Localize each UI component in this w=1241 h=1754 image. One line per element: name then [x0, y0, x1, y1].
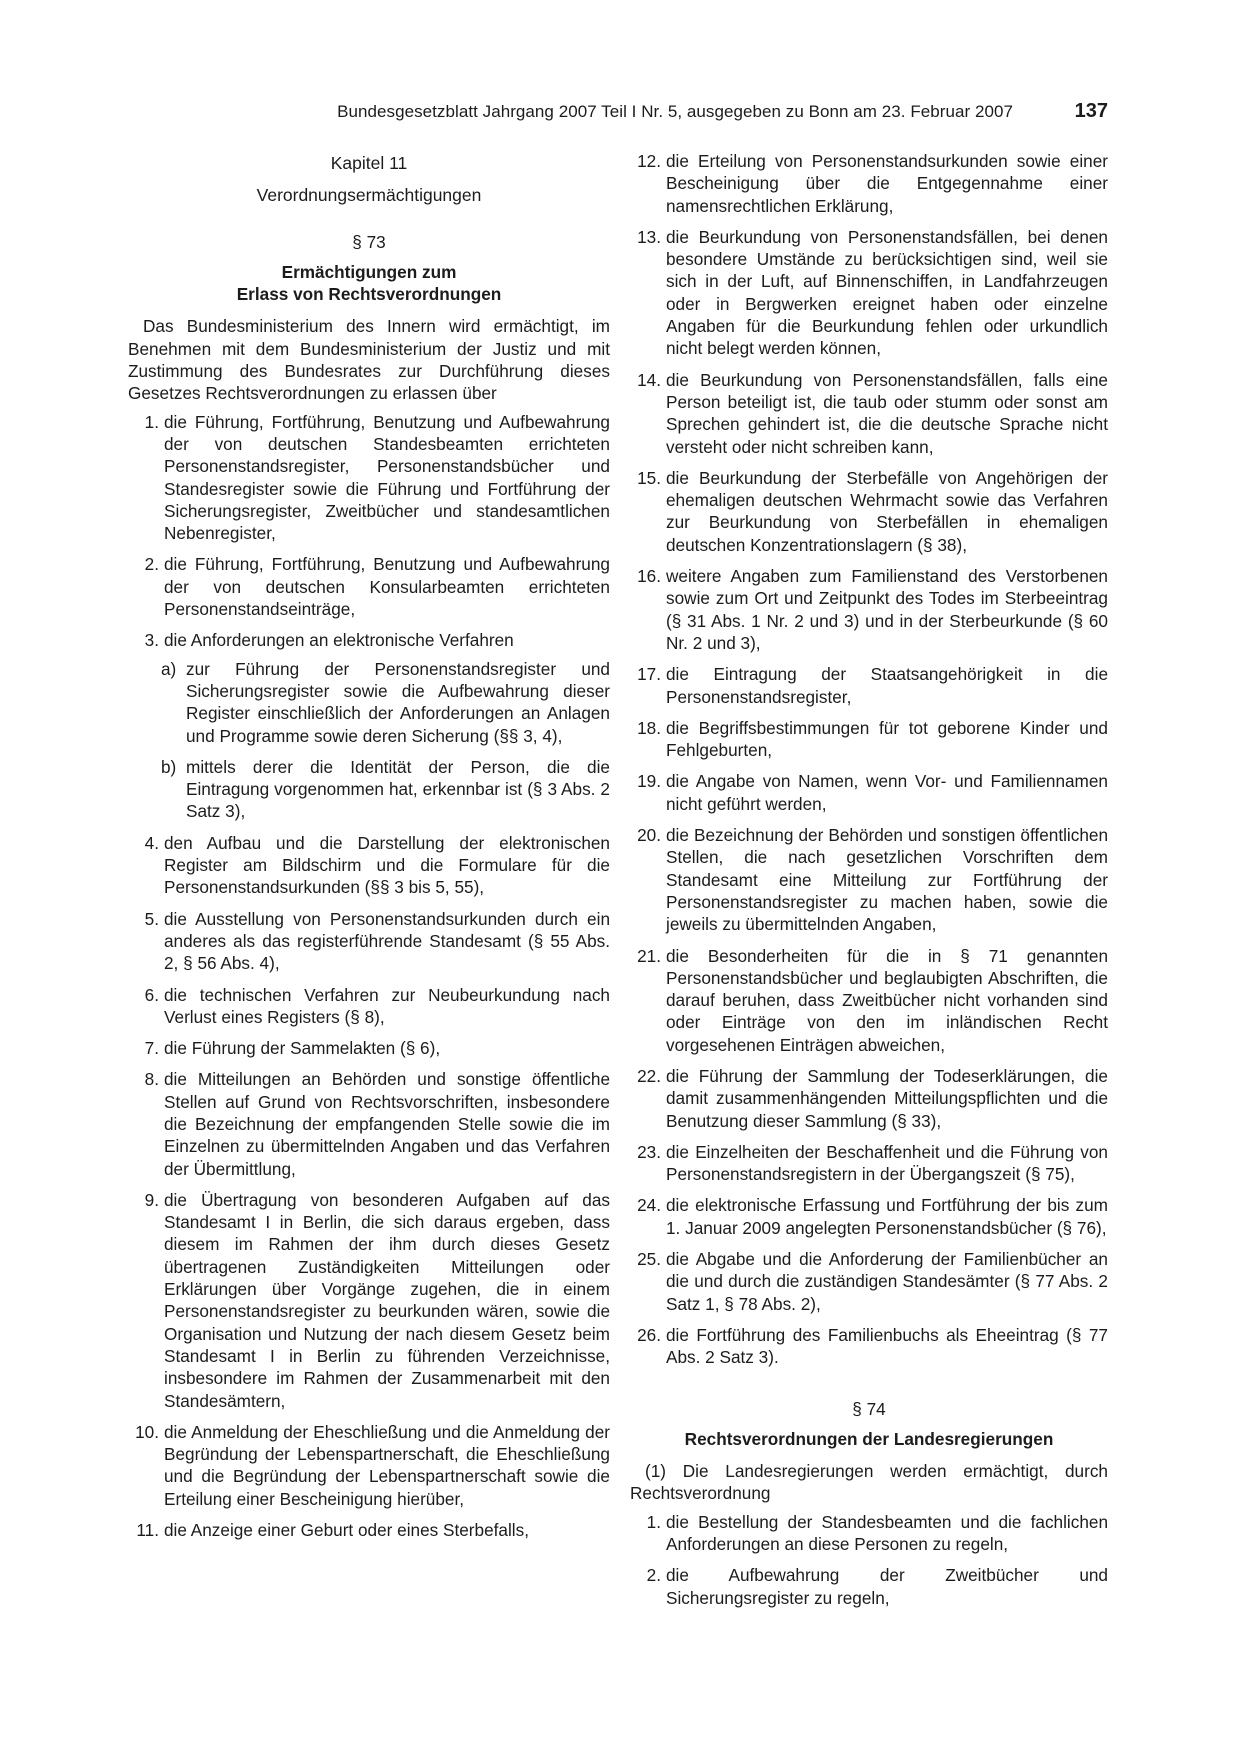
item-text: die Anzeige einer Geburt oder eines Sterbefalls,: [164, 1520, 529, 1541]
item-text: die Anmeldung der Eheschließung und die Anmeldung der Begründung der Lebenspartnerschaft, die Eheschließung und die Begründung der Lebenspartnerschaft sowie die Erteilung einer Bescheinigung hierüber,: [164, 1421, 610, 1509]
list-item: [630, 1564, 1108, 1609]
item-text: die Beurkundung von Personenstandsfällen, bei denen besondere Umstände zu berücksichtigen sind, weil sie sich in der Luft, auf Binnenschiffen, in Landfahrzeugen oder in Bergwerken ereignet haben oder einzelne Angaben für die Beurkundung fehlen oder urkundlich nicht belegt werden können,: [666, 226, 1108, 359]
list-item: [630, 467, 1108, 556]
item-number: 13.: [637, 226, 661, 247]
item-number: 25.: [637, 1249, 661, 1270]
list-item: [630, 770, 1108, 815]
list-item: [630, 1065, 1108, 1132]
item-number: 16.: [637, 566, 661, 587]
item-text: die Übertragung von besonderen Aufgaben auf das Standesamt I in Berlin, die sich daraus ergeben, dass diesem im Rahmen der ihm durch dieses Gesetz übertragenen Zuständigkeiten Mitteilungen oder Erklärungen über Vorgänge zugehen, die in einem Personenstandsregister zu beurkunden wären, sowie die Organisation und Nutzung der nach diesem Gesetz beim Standesamt I in Berlin zu führenden Verzeichnisse, insbesondere im Rahmen der Zusammenarbeit mit den Standesämtern,: [164, 1189, 610, 1411]
list-item: [128, 984, 610, 1029]
section-number: § 74: [852, 1398, 886, 1419]
item-number: 24.: [637, 1195, 661, 1216]
list-item: [630, 150, 1108, 217]
list-item: [128, 1037, 610, 1059]
section-intro: (1) Die Landesregierungen werden ermächtigt, durch Rechtsverordnung: [630, 1461, 1108, 1504]
item-text: die Eintragung der Staatsangehörigkeit in die Personenstandsregister,: [666, 664, 1108, 707]
item-text: die Führung der Sammelakten (§ 6),: [164, 1038, 441, 1059]
item-number: 6.: [144, 984, 159, 1005]
section-number: § 73: [352, 231, 386, 252]
item-text: weitere Angaben zum Familienstand des Verstorbenen sowie zum Ort und Zeitpunkt des Todes im Sterbeeintrag (§ 31 Abs. 1 Nr. 2 und 3) und in der Sterbeurkunde (§ 60 Nr. 2 und 3),: [666, 566, 1108, 653]
section-intro: Das Bundesministerium des Innern wird ermächtigt, im Benehmen mit dem Bundesministerium der Justiz und mit Zustimmung des Bundesrates zur Durchführung dieses Gesetzes Rechtsverordnungen zu erlassen über: [128, 316, 610, 404]
item-text: die Führung der Sammlung der Todeserklärungen, die damit zusammenhängenden Mitteilungspflichten und die Benutzung dieser Sammlung (§ 33),: [666, 1065, 1108, 1131]
item-text: die Führung, Fortführung, Benutzung und Aufbewahrung der von deutschen Standesbeamten errichteten Personenstandsregister, Personenstandsbücher und Standesregister sowie die Führung und Fortführung der Sicherungsregister, Zweitbücher und standesamtlichen Nebenregister,: [164, 411, 610, 544]
item-number: 14.: [637, 369, 661, 390]
item-number: 20.: [637, 825, 661, 846]
page-number: 137: [1074, 100, 1108, 122]
list-item: [128, 832, 610, 899]
item-number: 1.: [646, 1511, 661, 1532]
item-text: die elektronische Erfassung und Fortführung der bis zum 1. Januar 2009 angelegten Personenstandsbücher (§ 76),: [666, 1195, 1108, 1238]
item-number: 12.: [637, 151, 661, 171]
item-number: 15.: [637, 467, 661, 488]
list-item: [630, 226, 1108, 360]
section-heading-line: Ermächtigungen zum: [281, 261, 457, 282]
list-item: [630, 565, 1108, 654]
sub-item-letter: a): [161, 658, 177, 679]
list-item: [128, 1519, 610, 1541]
item-text: die Besonderheiten für die in § 71 genannten Personenstandsbücher und beglaubigten Abschriften, die darauf beruhen, dass Zweitbücher nicht vorhanden sind oder Einträge von den im inländischen Recht vorgesehenen Einträgen abweichen,: [666, 945, 1108, 1055]
sub-item-text: mittels derer die Identität der Person, die die Eintragung vorgenommen hat, erkennbar ist (§ 3 Abs. 2 Satz 3),: [186, 756, 610, 822]
item-text: die Ausstellung von Personenstandsurkunden durch ein anderes als das registerführende Standesamt (§ 55 Abs. 2, § 56 Abs. 4),: [164, 908, 610, 974]
item-number: 19.: [637, 771, 661, 792]
item-number: 26.: [637, 1324, 661, 1345]
list-item: [630, 1248, 1108, 1315]
item-number: 7.: [144, 1038, 159, 1059]
spacer: [630, 1378, 1108, 1398]
section-heading: [128, 261, 610, 306]
item-text: die technischen Verfahren zur Neubeurkundung nach Verlust eines Registers (§ 8),: [164, 984, 610, 1027]
section-heading: Rechtsverordnungen der Landesregierungen: [684, 1428, 1054, 1449]
left-column: [128, 150, 610, 1550]
list-item: [128, 629, 610, 651]
item-number: 2.: [144, 554, 159, 575]
item-number: 8.: [144, 1069, 159, 1090]
item-text: die Begriffsbestimmungen für tot geborene Kinder und Fehlgeburten,: [666, 717, 1108, 761]
item-number: 2.: [646, 1565, 661, 1586]
sub-item-text: zur Führung der Personenstandsregister und Sicherungsregister sowie die Aufbewahrung dieser Register einschließlich der Anforderungen an Anlagen und Programme sowie deren Sicherung (§§ 3, 4),: [186, 658, 610, 746]
item-number: 22.: [637, 1065, 661, 1086]
item-text: die Einzelheiten der Beschaffenheit und die Führung von Personenstandsregistern in der Übergangszeit (§ 75),: [666, 1141, 1108, 1185]
list-item: [128, 411, 610, 545]
list-item: [630, 1141, 1108, 1186]
item-number: 23.: [637, 1141, 661, 1162]
item-text: die Aufbewahrung der Zweitbücher und Sicherungsregister zu regeln,: [666, 1565, 1108, 1608]
section-heading-line: Erlass von Rechtsverordnungen: [236, 284, 502, 305]
list-item: [630, 1324, 1108, 1369]
chapter-number: Kapitel 11: [330, 153, 408, 173]
item-text: die Bestellung der Standesbeamten und die fachlichen Anforderungen an diese Personen zu regeln,: [666, 1511, 1108, 1555]
list-item: [128, 1421, 610, 1510]
item-text: die Angabe von Namen, wenn Vor- und Familiennamen nicht geführt werden,: [666, 771, 1108, 814]
chapter-title: Verordnungsermächtigungen: [256, 185, 482, 206]
item-number: 10.: [135, 1421, 159, 1442]
item-number: 9.: [144, 1189, 159, 1210]
sub-item: [128, 756, 610, 823]
list-item: [630, 1194, 1108, 1239]
list-item: [128, 553, 610, 620]
item-text: die Beurkundung von Personenstandsfällen, falls eine Person beteiligt ist, die taub oder stumm oder sonst am Sprechen gehindert ist, die die deutsche Sprache nicht versteht oder nicht schreiben kann,: [666, 369, 1108, 457]
item-number: 18.: [637, 717, 661, 738]
item-number: 1.: [144, 411, 159, 432]
sub-item: [128, 658, 610, 747]
list-item: [630, 1511, 1108, 1556]
list-item: [128, 1189, 610, 1412]
item-number: 17.: [637, 664, 661, 685]
item-text: die Bezeichnung der Behörden und sonstigen öffentlichen Stellen, die nach gesetzlichen Vorschriften dem Standesamt eine Mitteilung zur Fortführung der Personenstandsregister zu machen haben, sowie die jeweils zu übermittelnden Angaben,: [666, 825, 1108, 935]
list-item: [630, 369, 1108, 458]
right-column: [630, 150, 1108, 1618]
gazette-header-title: Bundesgesetzblatt Jahrgang 2007 Teil I Nr. 5, ausgegeben zu Bonn am 23. Februar 2007: [337, 102, 1013, 121]
list-item: [630, 663, 1108, 708]
list-item: [128, 1068, 610, 1179]
item-text: die Abgabe und die Anforderung der Familienbücher an die und durch die zuständigen Standesämter (§ 77 Abs. 2 Satz 1, § 78 Abs. 2),: [666, 1249, 1108, 1314]
item-text: die Mitteilungen an Behörden und sonstige öffentliche Stellen auf Grund von Rechtsvorschriften, insbesondere die Bezeichnung der empfangenden Stelle sowie die im Einzelnen zu übermittelnden Angaben und das Verfahren der Übermittlung,: [164, 1069, 610, 1179]
item-number: 11.: [136, 1520, 159, 1541]
item-number: 21.: [637, 945, 661, 966]
list-item: [128, 908, 610, 975]
list-item: [630, 717, 1108, 762]
list-item: [630, 945, 1108, 1056]
page-header: [128, 100, 1108, 128]
sub-item-letter: b): [161, 756, 177, 777]
item-text: die Erteilung von Personenstandsurkunden sowie einer Bescheinigung über die Entgegennahme einer namensrechtlichen Erklärung,: [666, 151, 1108, 216]
item-number: 4.: [144, 832, 159, 853]
item-text: die Anforderungen an elektronische Verfahren: [164, 630, 514, 651]
item-number: 3.: [144, 630, 159, 651]
item-text: den Aufbau und die Darstellung der elektronischen Register am Bildschirm und die Formulare für die Personenstandsurkunden (§§ 3 bis 5, 55),: [164, 832, 610, 898]
item-number: 5.: [144, 908, 159, 929]
list-item: [630, 824, 1108, 935]
item-text: die Beurkundung der Sterbefälle von Angehörigen der ehemaligen deutschen Wehrmacht sowie das Verfahren zur Beurkundung von Sterbefällen in ehemaligen deutschen Konzentrationslagern (§ 38),: [666, 467, 1108, 555]
item-text: die Fortführung des Familienbuchs als Eheeintrag (§ 77 Abs. 2 Satz 3).: [666, 1324, 1108, 1368]
item-text: die Führung, Fortführung, Benutzung und Aufbewahrung der von deutschen Konsularbeamten errichteten Personenstandseinträge,: [164, 554, 610, 620]
